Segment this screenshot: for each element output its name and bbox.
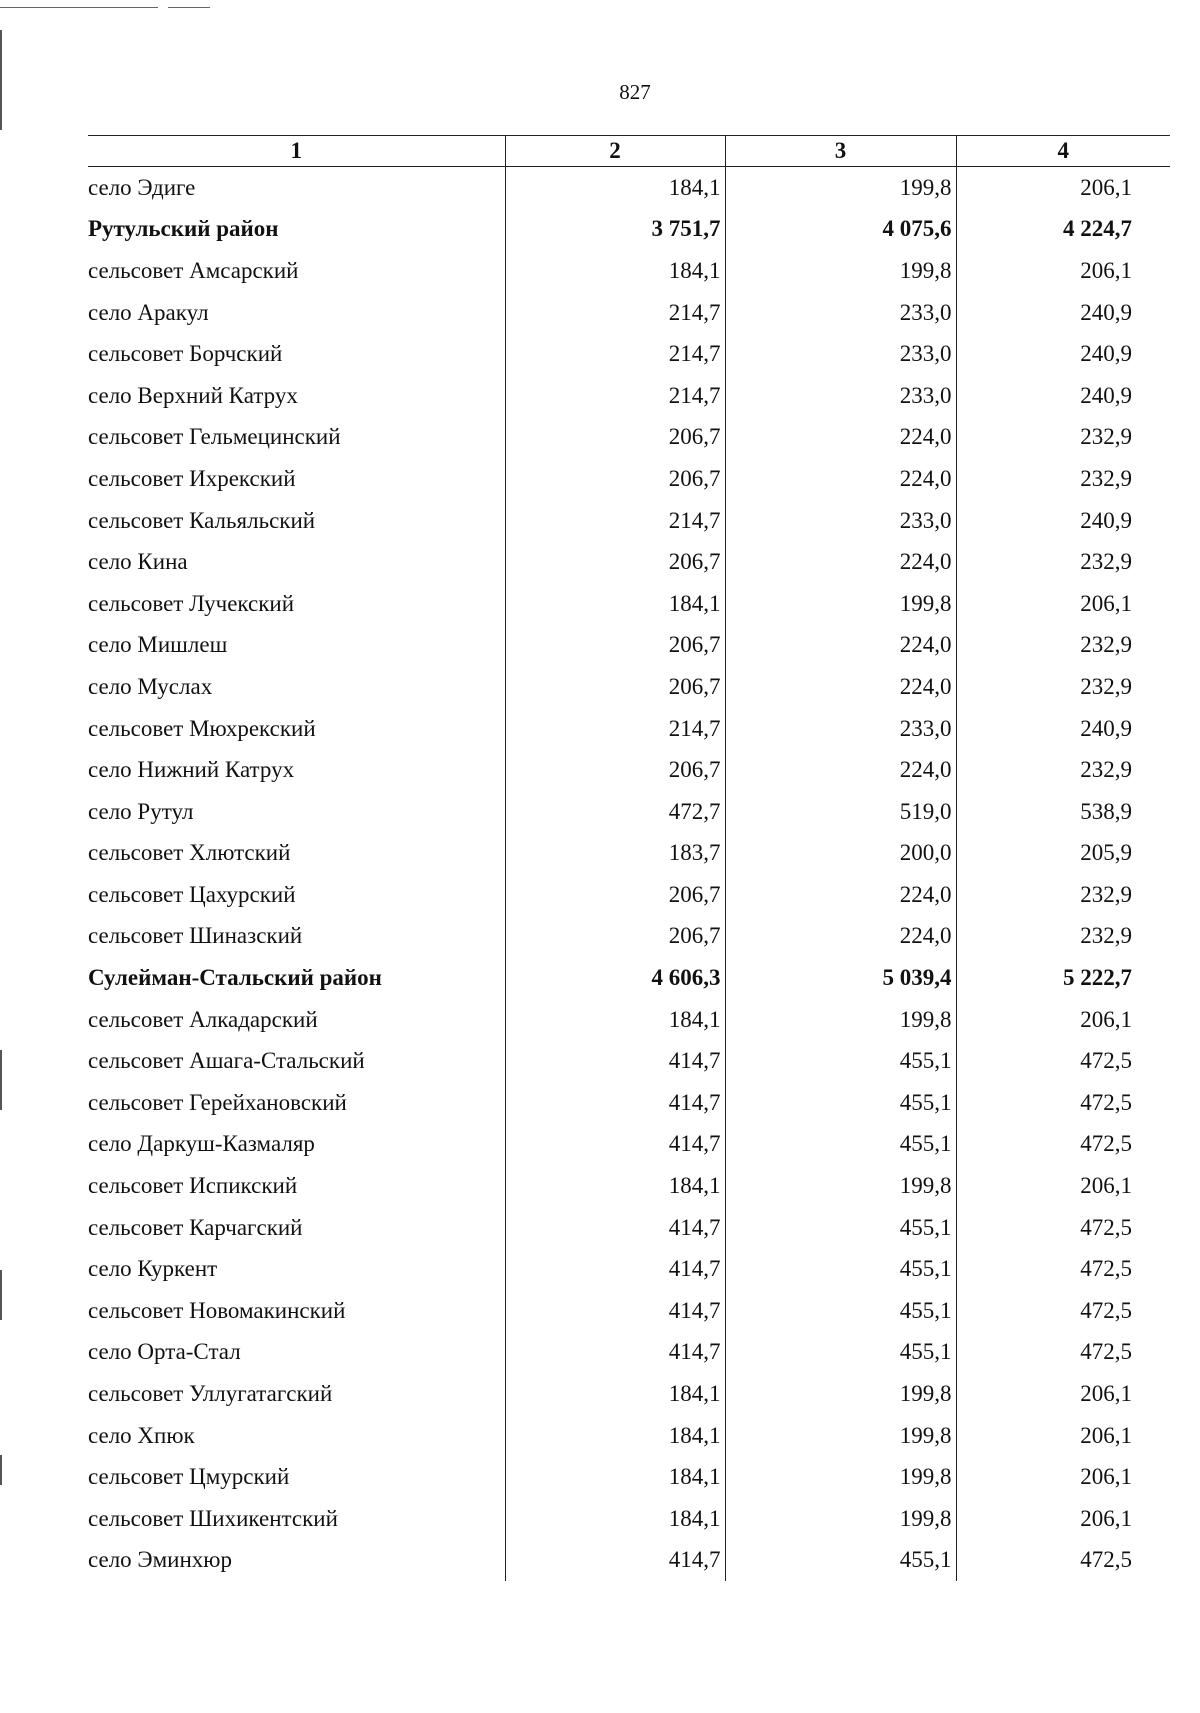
table-row (88, 583, 1170, 625)
table-row (88, 916, 1170, 958)
value-col-3-cell: 455,1 (725, 1290, 956, 1332)
value-col-2-cell: 206,7 (505, 458, 725, 500)
table-row (88, 417, 1170, 459)
value-col-4-cell: 472,5 (956, 1124, 1170, 1166)
row-name-cell: сельсовет Карчагский (88, 1214, 303, 1240)
value-col-2-cell: 206,7 (505, 625, 725, 667)
value-col-3-cell: 455,1 (725, 1124, 956, 1166)
row-name-cell: село Рутул (88, 798, 194, 824)
row-name-cell: село Даркуш-Казмаляр (88, 1131, 315, 1157)
value-col-2-cell: 414,7 (505, 1248, 725, 1290)
value-col-3-cell: 199,8 (725, 583, 956, 625)
table-row (88, 1248, 1170, 1290)
value-col-4-cell: 206,1 (956, 1373, 1170, 1415)
row-name-cell: сельсовет Борчский (88, 341, 283, 367)
value-col-2-cell: 414,7 (505, 1332, 725, 1374)
table-row (88, 625, 1170, 667)
value-col-4-cell: 240,9 (956, 500, 1170, 542)
value-col-4-cell: 472,5 (956, 1540, 1170, 1582)
value-col-2-cell: 206,7 (505, 541, 725, 583)
table-row (88, 1498, 1170, 1540)
value-col-3-cell: 233,0 (725, 375, 956, 417)
value-col-3-cell: 519,0 (725, 791, 956, 833)
table-row (88, 1332, 1170, 1374)
row-name-cell: село Муслах (88, 673, 213, 699)
table-row (88, 999, 1170, 1041)
row-name-cell: сельсовет Новомакинский (88, 1297, 346, 1323)
scan-margin-mark (0, 1455, 2, 1485)
value-col-2-cell: 183,7 (505, 833, 725, 875)
table-row (88, 209, 1170, 251)
row-name-cell: сельсовет Испикский (88, 1173, 298, 1199)
table-row (88, 749, 1170, 791)
value-col-4-cell: 538,9 (956, 791, 1170, 833)
row-name-cell: сельсовет Лучекский (88, 590, 295, 616)
value-col-3-cell: 455,1 (725, 1248, 956, 1290)
value-col-3-cell: 233,0 (725, 333, 956, 375)
value-col-2-cell: 214,7 (505, 375, 725, 417)
value-col-4-cell: 4 224,7 (956, 209, 1170, 251)
value-col-2-cell: 184,1 (505, 250, 725, 292)
row-name-cell: сельсовет Алкадарский (88, 1006, 318, 1032)
row-name-cell: село Куркент (88, 1256, 218, 1282)
value-col-3-cell: 224,0 (725, 541, 956, 583)
value-col-4-cell: 206,1 (956, 999, 1170, 1041)
row-name-cell: сельсовет Герейхановский (88, 1089, 347, 1115)
value-col-4-cell: 240,9 (956, 333, 1170, 375)
value-col-2-cell: 206,7 (505, 916, 725, 958)
value-col-4-cell: 472,5 (956, 1332, 1170, 1374)
row-name-cell: сельсовет Уллугатагский (88, 1381, 333, 1407)
value-col-4-cell: 206,1 (956, 583, 1170, 625)
header-col-3: 3 (725, 136, 956, 167)
value-col-2-cell: 206,7 (505, 874, 725, 916)
row-name-cell: сельсовет Хлютский (88, 840, 291, 866)
value-col-4-cell: 5 222,7 (956, 957, 1170, 999)
value-col-2-cell: 414,7 (505, 1082, 725, 1124)
table-row (88, 1415, 1170, 1457)
row-name-cell: сельсовет Цмурский (88, 1464, 290, 1490)
value-col-2-cell: 184,1 (505, 1415, 725, 1457)
value-col-2-cell: 206,7 (505, 666, 725, 708)
table-row (88, 458, 1170, 500)
value-col-4-cell: 472,5 (956, 1248, 1170, 1290)
value-col-4-cell: 205,9 (956, 833, 1170, 875)
value-col-2-cell: 414,7 (505, 1540, 725, 1582)
table-row (88, 250, 1170, 292)
value-col-3-cell: 199,8 (725, 1165, 956, 1207)
table-row (88, 957, 1170, 999)
value-col-4-cell: 472,5 (956, 1040, 1170, 1082)
header-col-4: 4 (956, 136, 1170, 167)
value-col-4-cell: 206,1 (956, 1498, 1170, 1540)
value-col-2-cell: 214,7 (505, 333, 725, 375)
value-col-3-cell: 4 075,6 (725, 209, 956, 251)
value-col-3-cell: 199,8 (725, 250, 956, 292)
value-col-3-cell: 5 039,4 (725, 957, 956, 999)
row-name-cell: село Эминхюр (88, 1547, 232, 1573)
row-name-cell: село Хпюк (88, 1422, 195, 1448)
value-col-2-cell: 414,7 (505, 1124, 725, 1166)
table-row (88, 666, 1170, 708)
value-col-4-cell: 472,5 (956, 1082, 1170, 1124)
value-col-3-cell: 224,0 (725, 916, 956, 958)
row-name-cell: сельсовет Шиназский (88, 923, 303, 949)
value-col-3-cell: 455,1 (725, 1207, 956, 1249)
value-col-4-cell: 232,9 (956, 749, 1170, 791)
value-col-2-cell: 4 606,3 (505, 957, 725, 999)
value-col-4-cell: 472,5 (956, 1290, 1170, 1332)
header-col-1: 1 (88, 136, 505, 167)
row-name-cell: Рутульский район (88, 216, 279, 242)
value-col-2-cell: 414,7 (505, 1207, 725, 1249)
value-col-2-cell: 184,1 (505, 999, 725, 1041)
value-col-4-cell: 232,9 (956, 874, 1170, 916)
value-col-3-cell: 199,8 (725, 1456, 956, 1498)
value-col-4-cell: 240,9 (956, 375, 1170, 417)
value-col-4-cell: 206,1 (956, 1165, 1170, 1207)
header-col-2: 2 (505, 136, 725, 167)
value-col-3-cell: 233,0 (725, 292, 956, 334)
table-row (88, 375, 1170, 417)
row-name-cell: село Кина (88, 549, 188, 575)
table-row (88, 1540, 1170, 1582)
row-name-cell: село Аракул (88, 299, 209, 325)
value-col-4-cell: 240,9 (956, 292, 1170, 334)
table-row (88, 833, 1170, 875)
value-col-3-cell: 455,1 (725, 1540, 956, 1582)
scan-margin-mark (0, 1050, 2, 1110)
value-col-4-cell: 240,9 (956, 708, 1170, 750)
value-col-2-cell: 472,7 (505, 791, 725, 833)
value-col-2-cell: 3 751,7 (505, 209, 725, 251)
table-row (88, 1456, 1170, 1498)
value-col-2-cell: 214,7 (505, 500, 725, 542)
table-header-row (88, 136, 1170, 167)
value-col-4-cell: 232,9 (956, 666, 1170, 708)
value-col-2-cell: 184,1 (505, 1373, 725, 1415)
value-col-3-cell: 199,8 (725, 1415, 956, 1457)
value-col-3-cell: 455,1 (725, 1082, 956, 1124)
row-name-cell: сельсовет Кальяльский (88, 507, 316, 533)
value-col-2-cell: 206,7 (505, 417, 725, 459)
value-col-3-cell: 233,0 (725, 500, 956, 542)
row-name-cell: село Орта-Стал (88, 1339, 241, 1365)
value-col-2-cell: 214,7 (505, 292, 725, 334)
page-number: 827 (619, 80, 651, 104)
value-col-3-cell: 455,1 (725, 1332, 956, 1374)
value-col-3-cell: 200,0 (725, 833, 956, 875)
value-col-3-cell: 199,8 (725, 1373, 956, 1415)
data-table-container (88, 135, 1170, 1581)
table-row (88, 167, 1170, 209)
value-col-2-cell: 184,1 (505, 167, 725, 209)
value-col-3-cell: 199,8 (725, 999, 956, 1041)
row-name-cell: сельсовет Амсарский (88, 257, 299, 283)
value-col-3-cell: 224,0 (725, 417, 956, 459)
value-col-2-cell: 206,7 (505, 749, 725, 791)
table-row (88, 500, 1170, 542)
table-row (88, 1290, 1170, 1332)
value-col-4-cell: 232,9 (956, 541, 1170, 583)
table-row (88, 1207, 1170, 1249)
value-col-3-cell: 224,0 (725, 625, 956, 667)
row-name-cell: Сулейман-Стальский район (88, 965, 382, 991)
table-row (88, 1124, 1170, 1166)
table-row (88, 541, 1170, 583)
value-col-2-cell: 184,1 (505, 1498, 725, 1540)
value-col-4-cell: 206,1 (956, 250, 1170, 292)
scan-artifact-line (168, 7, 210, 8)
row-name-cell: село Верхний Катрух (88, 382, 298, 408)
data-table (88, 135, 1170, 1581)
table-row (88, 1040, 1170, 1082)
value-col-2-cell: 184,1 (505, 1165, 725, 1207)
value-col-4-cell: 206,1 (956, 167, 1170, 209)
value-col-2-cell: 414,7 (505, 1290, 725, 1332)
table-row (88, 874, 1170, 916)
table-row (88, 708, 1170, 750)
value-col-2-cell: 214,7 (505, 708, 725, 750)
table-row (88, 1373, 1170, 1415)
value-col-3-cell: 224,0 (725, 749, 956, 791)
table-row (88, 1082, 1170, 1124)
table-body (88, 167, 1170, 1582)
row-name-cell: сельсовет Цахурский (88, 881, 296, 907)
value-col-4-cell: 472,5 (956, 1207, 1170, 1249)
value-col-2-cell: 184,1 (505, 583, 725, 625)
value-col-3-cell: 233,0 (725, 708, 956, 750)
value-col-4-cell: 232,9 (956, 625, 1170, 667)
table-row (88, 333, 1170, 375)
value-col-4-cell: 232,9 (956, 458, 1170, 500)
scan-artifact-line (0, 7, 158, 8)
row-name-cell: сельсовет Мюхрекский (88, 715, 316, 741)
row-name-cell: сельсовет Шихикентский (88, 1505, 338, 1531)
row-name-cell: село Мишлеш (88, 632, 228, 658)
value-col-3-cell: 224,0 (725, 458, 956, 500)
table-row (88, 1165, 1170, 1207)
value-col-3-cell: 455,1 (725, 1040, 956, 1082)
table-row (88, 292, 1170, 334)
row-name-cell: сельсовет Ашага-Стальский (88, 1048, 365, 1074)
value-col-3-cell: 224,0 (725, 874, 956, 916)
value-col-3-cell: 199,8 (725, 167, 956, 209)
row-name-cell: село Эдиге (88, 174, 196, 200)
row-name-cell: село Нижний Катрух (88, 757, 295, 783)
value-col-4-cell: 232,9 (956, 916, 1170, 958)
row-name-cell: сельсовет Ихрекский (88, 465, 296, 491)
value-col-3-cell: 199,8 (725, 1498, 956, 1540)
table-row (88, 791, 1170, 833)
row-name-cell: сельсовет Гельмецинский (88, 424, 341, 450)
value-col-4-cell: 206,1 (956, 1415, 1170, 1457)
value-col-3-cell: 224,0 (725, 666, 956, 708)
value-col-2-cell: 414,7 (505, 1040, 725, 1082)
value-col-4-cell: 232,9 (956, 417, 1170, 459)
value-col-2-cell: 184,1 (505, 1456, 725, 1498)
scan-margin-mark (0, 1270, 2, 1320)
value-col-4-cell: 206,1 (956, 1456, 1170, 1498)
